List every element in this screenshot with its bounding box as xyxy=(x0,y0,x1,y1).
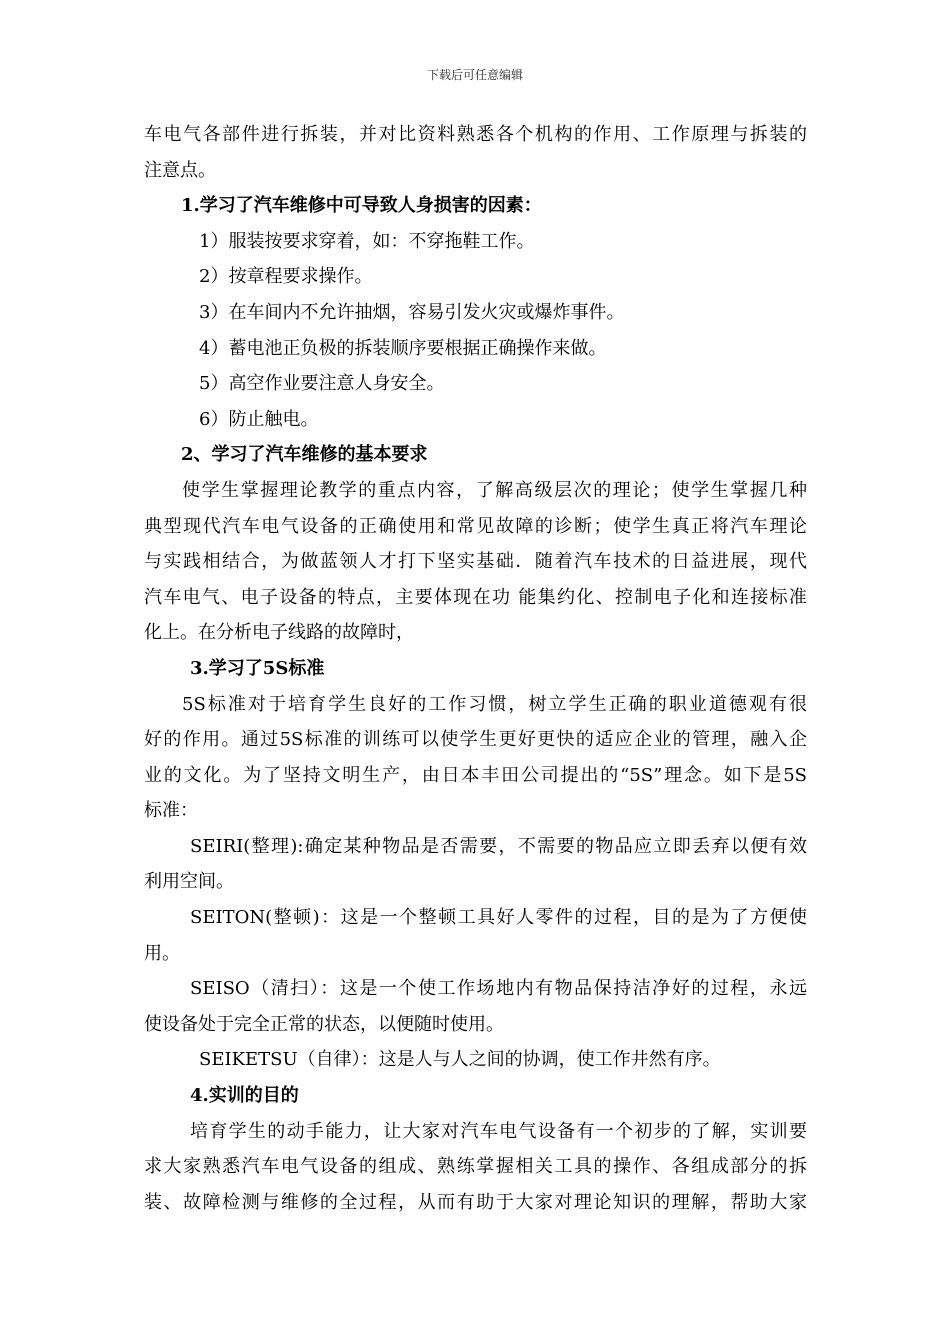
list-item: 3）在车间内不允许抽烟，容易引发火灾或爆炸事件。 xyxy=(199,301,625,323)
paragraph-line: SEITON(整顿)：这是一个整顿工具好人零件的过程，目的是为了方便使 xyxy=(190,907,807,929)
section-heading-2: 2、学习了汽车维修的基本要求 xyxy=(181,444,428,466)
paragraph-line: 典型现代汽车电气设备的正确使用和常见故障的诊断；使学生真正将汽车理论 xyxy=(144,515,807,537)
paragraph-line: SEIKETSU（自律）：这是人与人之间的协调，使工作井然有序。 xyxy=(199,1049,721,1071)
paragraph-line: 装、故障检测与维修的全过程，从而有助于大家对理论知识的理解，帮助大家 xyxy=(144,1191,807,1213)
paragraph-line: 使学生掌握理论教学的重点内容，了解高级层次的理论；使学生掌握几种 xyxy=(182,479,807,501)
paragraph-line: 与实践相结合，为做蓝领人才打下坚实基础．随着汽车技术的日益进展，现代 xyxy=(144,551,807,573)
page-header: 下载后可任意编辑 xyxy=(426,68,523,82)
paragraph-line: SEIRI(整理):确定某种物品是否需要，不需要的物品应立即丢弃以便有效 xyxy=(190,835,807,857)
section-heading-1: 1.学习了汽车维修中可导致人身损害的因素： xyxy=(181,195,542,217)
paragraph-line: 车电气各部件进行拆装，并对比资料熟悉各个机构的作用、工作原理与拆装的 xyxy=(144,124,807,145)
paragraph-line: 求大家熟悉汽车电气设备的组成、熟练掌握相关工具的操作、各组成部分的拆 xyxy=(144,1156,807,1178)
paragraph-line: 培育学生的动手能力，让大家对汽车电气设备有一个初步的了解，实训要 xyxy=(190,1120,807,1142)
paragraph-line: 利用空间。 xyxy=(144,871,234,893)
list-item: 6）防止触电。 xyxy=(199,408,319,430)
list-item: 4）蓄电池正负极的拆装顺序要根据正确操作来做。 xyxy=(199,337,607,359)
paragraph-line: 业的文化。为了坚持文明生产，由日本丰田公司提出的“5S”理念。如下是5S xyxy=(144,764,807,786)
section-heading-4: 4.实训的目的 xyxy=(190,1085,299,1107)
paragraph-line: 用。 xyxy=(144,942,180,964)
paragraph-line: 好的作用。通过5S标准的训练可以使学生更好更快的适应企业的管理，融入企 xyxy=(144,729,807,751)
paragraph-line: 汽车电气、电子设备的特点，主要体现在功 能集约化、控制电子化和连接标准 xyxy=(144,586,807,608)
paragraph-line: 化上。在分析电子线路的故障时， xyxy=(144,622,414,644)
paragraph-line: 标准： xyxy=(144,800,198,822)
document-body xyxy=(144,117,807,1220)
paragraph-line: 注意点。 xyxy=(144,159,216,181)
paragraph-line: 5S标准对于培育学生良好的工作习惯，树立学生正确的职业道德观有很 xyxy=(182,693,807,715)
paragraph-line: 使设备处于完全正常的状态，以便随时使用。 xyxy=(144,1013,504,1035)
section-heading-3: 3.学习了5S标准 xyxy=(190,657,325,679)
list-item: 1）服装按要求穿着，如：不穿拖鞋工作。 xyxy=(199,230,535,252)
list-item: 5）高空作业要注意人身安全。 xyxy=(199,373,445,395)
paragraph-line: SEISO（清扫）：这是一个使工作场地内有物品保持洁净好的过程，永远 xyxy=(190,978,807,1000)
list-item: 2）按章程要求操作。 xyxy=(199,266,373,288)
